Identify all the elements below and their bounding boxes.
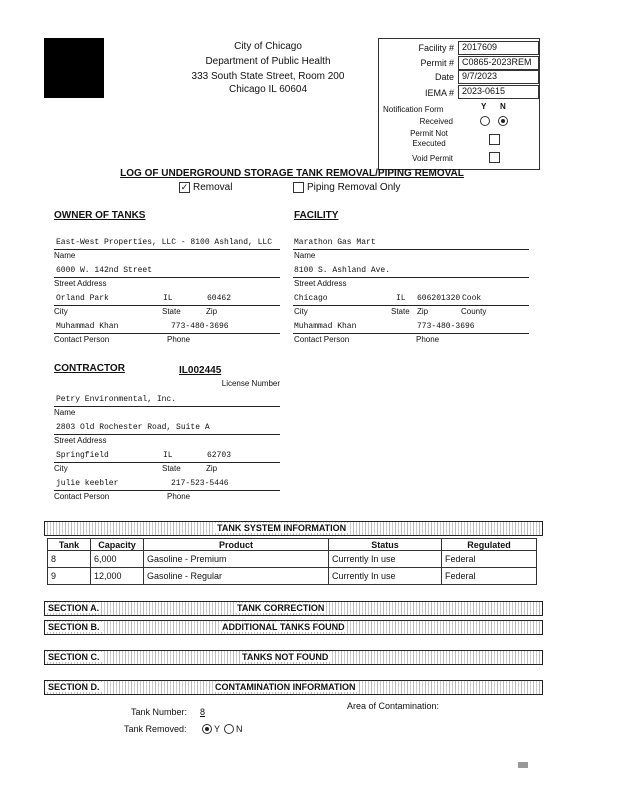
- yes-column-label: Y: [481, 102, 487, 111]
- received-yes-radio[interactable]: [480, 116, 490, 126]
- tank-number-label: Tank Number:: [131, 707, 188, 717]
- contractor-phone-value[interactable]: 217-523-5446: [171, 479, 229, 488]
- iema-value[interactable]: 2023-0615: [458, 85, 539, 99]
- owner-contact-line: [54, 333, 280, 334]
- product-col-header: Product: [144, 539, 329, 551]
- permit-number-value[interactable]: C0865-2023REM: [458, 56, 539, 70]
- status-cell: Currently In use: [329, 568, 442, 585]
- owner-zip-value[interactable]: 60462: [207, 294, 232, 303]
- facility-contact-value[interactable]: Muhammad Khan: [294, 322, 357, 331]
- section-c-prefix: SECTION C.: [48, 652, 100, 662]
- contractor-street-label: Street Address: [54, 436, 107, 445]
- regulated-cell: Federal: [442, 551, 537, 568]
- section-a-prefix: SECTION A.: [48, 603, 100, 613]
- tank-system-title: TANK SYSTEM INFORMATION: [217, 523, 347, 533]
- contractor-street-value[interactable]: 2803 Old Rochester Road, Suite A: [56, 423, 210, 432]
- contractor-zip-label: Zip: [206, 464, 218, 473]
- contractor-heading: CONTRACTOR: [54, 363, 125, 374]
- facility-name-value[interactable]: Marathon Gas Mart: [294, 238, 376, 247]
- product-cell: Gasoline - Premium: [144, 551, 329, 568]
- agency-city: City of Chicago: [234, 41, 302, 52]
- regulated-cell: Federal: [442, 568, 537, 585]
- facility-county-label: County: [461, 307, 487, 316]
- status-col-header: Status: [329, 539, 442, 551]
- notification-form-label: Notification Form: [383, 105, 444, 114]
- contractor-name-label: Name: [54, 408, 76, 417]
- piping-removal-checkbox[interactable]: [293, 182, 304, 193]
- facility-number-value[interactable]: 2017609: [458, 41, 539, 55]
- owner-name-line: [54, 249, 280, 250]
- owner-city-label: City: [54, 307, 68, 316]
- section-d-title: CONTAMINATION INFORMATION: [215, 682, 356, 692]
- contractor-phone-label: Phone: [167, 492, 191, 501]
- owner-contact-label: Contact Person: [54, 335, 110, 344]
- capacity-cell: 6,000: [91, 551, 144, 568]
- page-mark-icon: [518, 762, 528, 768]
- owner-name-value[interactable]: East-West Properties, LLC - 8100 Ashland, LLC: [56, 238, 273, 247]
- facility-name-line: [293, 249, 529, 250]
- removal-checkbox[interactable]: ✓: [180, 182, 189, 192]
- removal-label: Removal: [193, 182, 233, 193]
- void-permit-checkbox[interactable]: [489, 152, 500, 163]
- contractor-contact-line: [54, 490, 280, 491]
- facility-county-value[interactable]: Cook: [462, 294, 482, 303]
- tank-table-header-row: [48, 539, 537, 551]
- section-d-band: [44, 680, 543, 695]
- facility-city-line: [293, 305, 529, 306]
- section-c-band: [44, 650, 543, 665]
- section-b-title: ADDITIONAL TANKS FOUND: [222, 622, 345, 632]
- tank-number-value[interactable]: 8: [200, 707, 206, 717]
- date-label: Date: [434, 72, 454, 82]
- document-title: LOG OF UNDERGROUND STORAGE TANK REMOVAL/PIPING REMOVAL: [120, 168, 464, 179]
- contractor-zip-value[interactable]: 62703: [207, 451, 232, 460]
- facility-contact-line: [293, 333, 529, 334]
- date-value[interactable]: 9/7/2023: [458, 70, 539, 84]
- contractor-state-value[interactable]: IL: [163, 451, 173, 460]
- contractor-contact-label: Contact Person: [54, 492, 110, 501]
- piping-removal-label: Piping Removal Only: [307, 182, 401, 193]
- owner-street-value[interactable]: 6000 W. 142nd Street: [56, 266, 153, 275]
- contractor-name-line: [54, 406, 280, 407]
- tank-removed-yes-label: Y: [214, 724, 221, 734]
- owner-heading: OWNER OF TANKS: [54, 210, 146, 221]
- facility-state-value[interactable]: IL: [396, 294, 406, 303]
- facility-street-line: [293, 277, 529, 278]
- owner-state-value[interactable]: IL: [163, 294, 173, 303]
- contractor-state-label: State: [162, 464, 181, 473]
- tank-removed-no-radio[interactable]: [224, 724, 234, 734]
- owner-name-label: Name: [54, 251, 76, 260]
- contractor-contact-value[interactable]: julie keebler: [56, 479, 119, 488]
- status-cell: Currently In use: [329, 551, 442, 568]
- regulated-col-header: Regulated: [442, 539, 537, 551]
- section-d-prefix: SECTION D.: [48, 682, 100, 692]
- tank-col-header: Tank: [48, 539, 91, 551]
- facility-state-label: State: [391, 307, 410, 316]
- tank-system-band: [44, 521, 543, 536]
- owner-phone-label: Phone: [167, 335, 191, 344]
- table-row: [48, 568, 537, 585]
- facility-phone-value[interactable]: 773-480-3696: [417, 322, 475, 331]
- contractor-city-line: [54, 462, 280, 463]
- contractor-license-value[interactable]: IL002445: [179, 365, 222, 376]
- table-row: [48, 551, 537, 568]
- product-cell: Gasoline - Regular: [144, 568, 329, 585]
- owner-city-value[interactable]: Orland Park: [56, 294, 109, 303]
- facility-number-label: Facility #: [418, 43, 454, 53]
- tank-removed-no-label: N: [236, 724, 243, 734]
- contractor-city-value[interactable]: Springfield: [56, 451, 109, 460]
- facility-street-value[interactable]: 8100 S. Ashland Ave.: [294, 266, 391, 275]
- contractor-street-line: [54, 434, 280, 435]
- contractor-name-value[interactable]: Petry Environmental, Inc.: [56, 395, 177, 404]
- facility-zip-value[interactable]: 606201320: [417, 294, 461, 303]
- capacity-cell: 12,000: [91, 568, 144, 585]
- facility-zip-label: Zip: [417, 307, 429, 316]
- facility-phone-label: Phone: [416, 335, 440, 344]
- owner-contact-value[interactable]: Muhammad Khan: [56, 322, 119, 331]
- owner-zip-label: Zip: [206, 307, 218, 316]
- contractor-city-label: City: [54, 464, 68, 473]
- capacity-col-header: Capacity: [91, 539, 144, 551]
- permit-number-label: Permit #: [420, 58, 454, 68]
- section-c-title: TANKS NOT FOUND: [242, 652, 329, 662]
- facility-contact-label: Contact Person: [294, 335, 350, 344]
- agency-logo: [44, 38, 104, 98]
- owner-phone-value[interactable]: 773-480-3696: [171, 322, 229, 331]
- section-b-prefix: SECTION B.: [48, 622, 100, 632]
- area-of-contamination-label: Area of Contamination:: [347, 701, 440, 711]
- facility-street-label: Street Address: [294, 279, 347, 288]
- section-a-title: TANK CORRECTION: [237, 603, 325, 613]
- tank-removed-label: Tank Removed:: [124, 724, 187, 734]
- contractor-license-label: License Number: [221, 379, 280, 388]
- tank-removed-yes-radio[interactable]: [202, 724, 212, 734]
- owner-state-label: State: [162, 307, 181, 316]
- agency-citystate: Chicago IL 60604: [228, 84, 308, 95]
- tank-system-table: [47, 538, 537, 585]
- permit-not-executed-checkbox[interactable]: [489, 134, 500, 145]
- section-a-band: [44, 601, 543, 616]
- facility-city-label: City: [294, 307, 308, 316]
- permit-not-executed-label: Permit Not Executed: [410, 129, 448, 148]
- facility-name-label: Name: [294, 251, 316, 260]
- received-no-radio[interactable]: [498, 116, 508, 126]
- no-column-label: N: [500, 102, 506, 111]
- facility-heading: FACILITY: [294, 210, 339, 221]
- received-label: Received: [419, 117, 453, 126]
- iema-label: IEMA #: [424, 88, 454, 98]
- facility-city-value[interactable]: Chicago: [294, 294, 328, 303]
- agency-department: Department of Public Health: [205, 56, 331, 67]
- agency-address: 333 South State Street, Room 200: [191, 71, 345, 82]
- owner-city-line: [54, 305, 280, 306]
- tank-cell: 9: [48, 568, 91, 585]
- owner-street-line: [54, 277, 280, 278]
- section-b-band: [44, 620, 543, 635]
- void-permit-label: Void Permit: [412, 154, 453, 163]
- owner-street-label: Street Address: [54, 279, 107, 288]
- tank-cell: 8: [48, 551, 91, 568]
